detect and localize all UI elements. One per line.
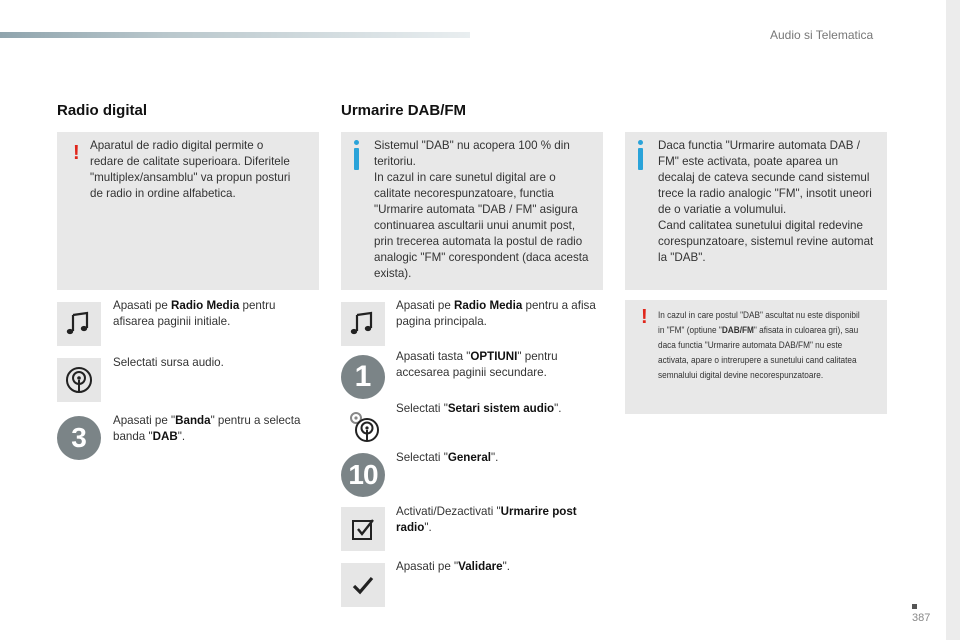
radio-media-button[interactable] <box>57 302 101 346</box>
badge-3: 3 <box>57 416 101 460</box>
step-options: Apasati tasta "OPTIUNI" pentru accesarea paginii secundare. <box>396 350 558 379</box>
warning-box-radio <box>57 132 319 290</box>
step-validate: Apasati pe "Validare". <box>396 560 510 573</box>
badge-10: 10 <box>341 453 385 497</box>
step-general: Selectati "General". <box>396 451 499 464</box>
warning-text: Aparatul de radio digital permite o redare de calitate superioara. Diferitele "multiplex/ansamblu" va propun posturi de radio in ordine alfabetica. <box>90 139 291 200</box>
toggle-checkbox-button[interactable] <box>341 507 385 551</box>
section-title: Audio si Telematica <box>770 28 874 42</box>
badge-1: 1 <box>341 355 385 399</box>
checkbox-checked-icon <box>351 517 375 541</box>
info-box-dab-fm-switch <box>625 132 887 290</box>
step-radio-media: Apasati pe Radio Media pentru afisarea paginii initiale. <box>113 299 276 328</box>
validate-button[interactable] <box>341 563 385 607</box>
info-icon <box>638 148 643 170</box>
step-radio-media-main: Apasati pe Radio Media pentru a afisa pagina principala. <box>396 299 596 328</box>
radio-signal-icon <box>64 365 94 395</box>
music-note-icon <box>65 310 93 338</box>
warning-icon: ! <box>73 142 80 164</box>
checkmark-icon <box>352 574 374 596</box>
info-box-dab-coverage <box>341 132 603 290</box>
heading-radio-digital: Radio digital <box>57 102 147 119</box>
header-gradient-bar <box>0 32 470 38</box>
radio-media-button[interactable] <box>341 302 385 346</box>
step-select-source: Selectati sursa audio. <box>113 356 224 369</box>
info-text-coverage: Sistemul "DAB" nu acopera 100 % din teritoriu. In cazul in care sunetul digital are o calitate necorespunzatoare, functia "Urmarire automata "DAB / FM" asigura continuarea ascultarii unui anumit post, prin trecerea automata la postul de radio analogic "FM" corespondent (daca acesta exista). <box>374 139 589 280</box>
info-icon <box>354 148 359 170</box>
warning-box-dab-fm-note <box>625 300 887 414</box>
warning-note-text: In cazul in care postul "DAB" ascultat nu este disponibil in "FM" (optiune "DAB/FM" afisata in culoarea gri), sau daca functia "Urmarire automata DAB/FM" nu este activata, apare o intrerupere a sunetului cand calitatea semnalului digital devine necorespunzatoare. <box>658 310 860 381</box>
info-text-switch: Daca functia "Urmarire automata DAB / FM" este activata, poate aparea un decalaj de cateva secunde cand sistemul trece la radio analogic "FM", insotit uneori de o variatie a volumului. Cand calitatea sunetului digital redevine corespunzatoare, sistemul revine automat la "DAB". <box>658 139 874 264</box>
page-edge-tab <box>946 0 960 640</box>
warning-icon: ! <box>641 306 648 328</box>
music-note-icon <box>349 310 377 338</box>
page-marker <box>912 604 917 609</box>
audio-settings-button[interactable] <box>341 404 385 448</box>
radio-settings-icon <box>343 406 383 446</box>
step-band-dab: Apasati pe "Banda" pentru a selecta banda "DAB". <box>113 414 301 443</box>
heading-urmarire-dab-fm: Urmarire DAB/FM <box>341 102 467 119</box>
audio-source-button[interactable] <box>57 358 101 402</box>
page-number: 387 <box>912 612 931 624</box>
step-toggle-follow: Activati/Dezactivati "Urmarire post radio". <box>396 505 577 534</box>
step-audio-settings: Selectati "Setari sistem audio". <box>396 402 562 415</box>
